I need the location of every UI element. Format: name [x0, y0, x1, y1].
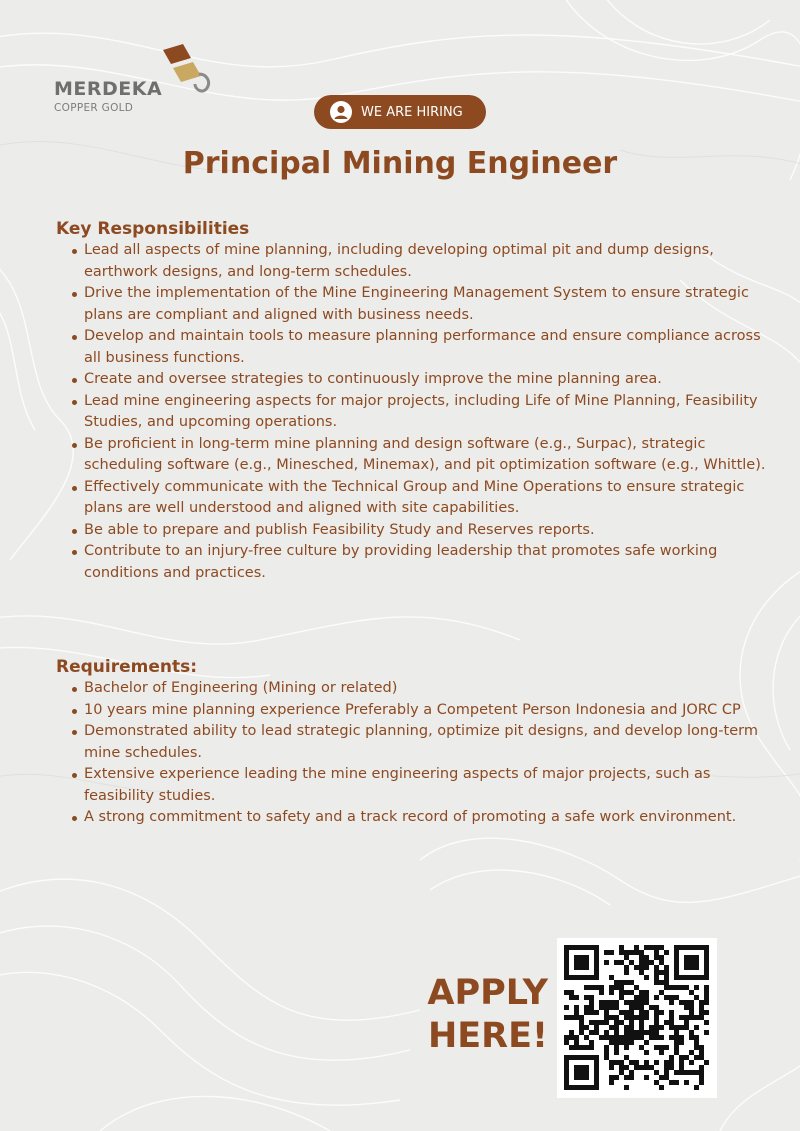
job-title: Principal Mining Engineer — [182, 146, 618, 181]
key-responsibilities-heading: Key Responsibilities — [56, 219, 250, 239]
hiring-badge-label: WE ARE HIRING — [361, 104, 463, 120]
hiring-badge — [314, 95, 486, 129]
key-responsibilities-list — [56, 240, 778, 584]
apply-line-2: HERE! — [427, 1016, 548, 1056]
list-item: Lead all aspects of mine planning, including developing optimal pit and dump designs, earthwork designs, and long-term schedules. — [84, 240, 778, 283]
list-item: Be proficient in long-term mine planning and design software (e.g., Surpac), strategic scheduling software (e.g., Minesched, Minemax), and pit optimization software (e.g., Whittle). — [84, 434, 778, 477]
key-responsibilities-section — [56, 218, 778, 584]
company-logo — [54, 44, 214, 116]
list-item: Contribute to an injury-free culture by providing leadership that promotes safe working conditions and practices. — [84, 541, 778, 584]
list-item: Lead mine engineering aspects for major projects, including Life of Mine Planning, Feasibility Studies, and upcoming operations. — [84, 391, 778, 434]
list-item: Drive the implementation of the Mine Engineering Management System to ensure strategic plans are compliant and aligned with business needs. — [84, 283, 778, 326]
requirements-list — [56, 678, 778, 829]
list-item: Bachelor of Engineering (Mining or related) — [84, 678, 778, 700]
list-item: Extensive experience leading the mine engineering aspects of major projects, such as feasibility studies. — [84, 764, 778, 807]
requirements-section — [56, 656, 778, 829]
list-item: Create and oversee strategies to continuously improve the mine planning area. — [84, 369, 778, 391]
list-item: Be able to prepare and publish Feasibility Study and Reserves reports. — [84, 520, 778, 542]
merdeka-logo-mark — [159, 44, 211, 96]
person-icon — [330, 101, 352, 123]
requirements-heading: Requirements: — [56, 657, 198, 677]
list-item: A strong commitment to safety and a track record of promoting a safe work environment. — [84, 807, 778, 829]
qr-code-pattern — [557, 938, 717, 1098]
list-item: Demonstrated ability to lead strategic planning, optimize pit designs, and develop long-term mine schedules. — [84, 721, 778, 764]
apply-qr-code[interactable] — [557, 938, 717, 1098]
list-item: Effectively communicate with the Technical Group and Mine Operations to ensure strategic plans are well understood and aligned with site capabilities. — [84, 477, 778, 520]
company-name: MERDEKA — [54, 78, 163, 100]
apply-line-1: APPLY — [427, 973, 548, 1013]
company-subtitle: COPPER GOLD — [54, 102, 134, 114]
apply-here-callout — [400, 972, 548, 1058]
list-item: Develop and maintain tools to measure planning performance and ensure compliance across all business functions. — [84, 326, 778, 369]
list-item: 10 years mine planning experience Preferably a Competent Person Indonesia and JORC CP — [84, 700, 778, 722]
